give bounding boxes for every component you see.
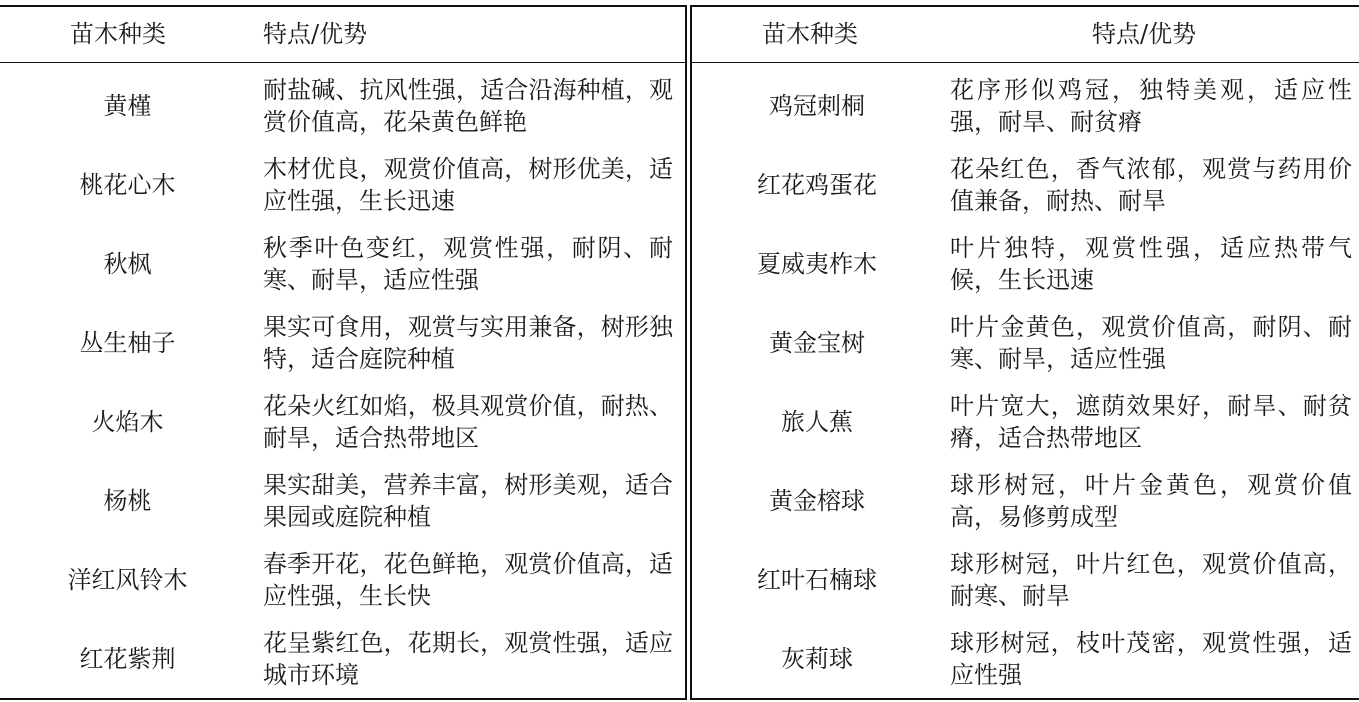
table-row [0,304,685,383]
header-seedling-type: 苗木种类 [70,20,166,48]
seedling-features: 花序形似鸡冠，独特美观，适应性强，耐旱、耐贫瘠 [950,76,1352,136]
table-row [0,620,685,699]
seedling-features: 果实甜美，营养丰富，树形美观，适合果园或庭院种植 [263,471,673,531]
table-row [0,146,685,225]
table-row [692,462,1359,541]
table-row [0,541,685,620]
header-rule [692,62,1359,63]
table-row [692,304,1359,383]
table-row [692,67,1359,146]
table-row [692,620,1359,699]
bottom-rule [692,698,1359,700]
header-features: 特点/优势 [1092,20,1197,48]
seedling-features: 叶片独特，观赏性强，适应热带气候，生长迅速 [950,234,1352,294]
seedling-name: 灰莉球 [781,645,853,673]
seedling-features: 叶片金黄色，观赏价值高，耐阴、耐寒、耐旱，适应性强 [950,313,1352,373]
table-row [692,146,1359,225]
seedling-features: 耐盐碱、抗风性强，适合沿海种植，观赏价值高，花朵黄色鲜艳 [263,76,673,136]
seedling-features: 花呈紫红色，花期长，观赏性强，适应城市环境 [263,629,673,689]
seedling-features: 球形树冠，叶片金黄色，观赏价值高，易修剪成型 [950,471,1352,531]
seedling-name: 鸡冠刺桐 [769,92,865,120]
seedling-features: 果实可食用，观赏与实用兼备，树形独特，适合庭院种植 [263,313,673,373]
seedling-features: 叶片宽大，遮荫效果好，耐旱、耐贫瘠，适合热带地区 [950,392,1352,452]
seedling-name: 洋红风铃木 [67,566,188,594]
table-row [0,462,685,541]
header-seedling-type: 苗木种类 [762,20,858,48]
table-row [692,541,1359,620]
table-row [0,67,685,146]
seedling-features: 春季开花，花色鲜艳，观赏价值高，适应性强，生长快 [263,550,673,610]
seedling-name: 夏威夷柞木 [757,250,877,278]
column-divider [685,5,687,700]
seedling-name: 红花鸡蛋花 [757,171,877,199]
seedling-features: 花朵火红如焰，极具观赏价值，耐热、耐旱，适合热带地区 [263,392,673,452]
seedling-name: 杨桃 [103,487,152,515]
seedling-name: 红叶石楠球 [757,566,877,594]
seedling-name: 红花紫荆 [79,645,176,673]
seedling-features: 球形树冠，叶片红色，观赏价值高，耐寒、耐旱 [950,550,1352,610]
table-row [0,225,685,304]
header-features: 特点/优势 [263,20,368,48]
seedling-features: 花朵红色，香气浓郁，观赏与药用价值兼备，耐热、耐旱 [950,155,1352,215]
seedling-features: 球形树冠，枝叶茂密，观赏性强，适应性强 [950,629,1352,689]
seedling-name: 秋枫 [103,250,152,278]
table-row [692,383,1359,462]
seedling-features: 秋季叶色变红，观赏性强，耐阴、耐寒、耐旱，适应性强 [263,234,673,294]
seedling-name: 桃花心木 [79,171,176,199]
bottom-rule [0,698,685,700]
seedling-name: 黄金宝树 [769,329,865,357]
seedling-name: 黄金榕球 [769,487,865,515]
seedling-name: 丛生柚子 [79,329,176,357]
header-rule [0,62,685,63]
seedling-name: 黄槿 [103,92,152,120]
table-row [0,383,685,462]
seedling-features: 木材优良，观赏价值高，树形优美，适应性强，生长迅速 [263,155,673,215]
seedling-name: 旅人蕉 [781,408,853,436]
seedling-name: 火焰木 [91,408,164,436]
table-right-half [692,0,1359,702]
table-row [692,225,1359,304]
